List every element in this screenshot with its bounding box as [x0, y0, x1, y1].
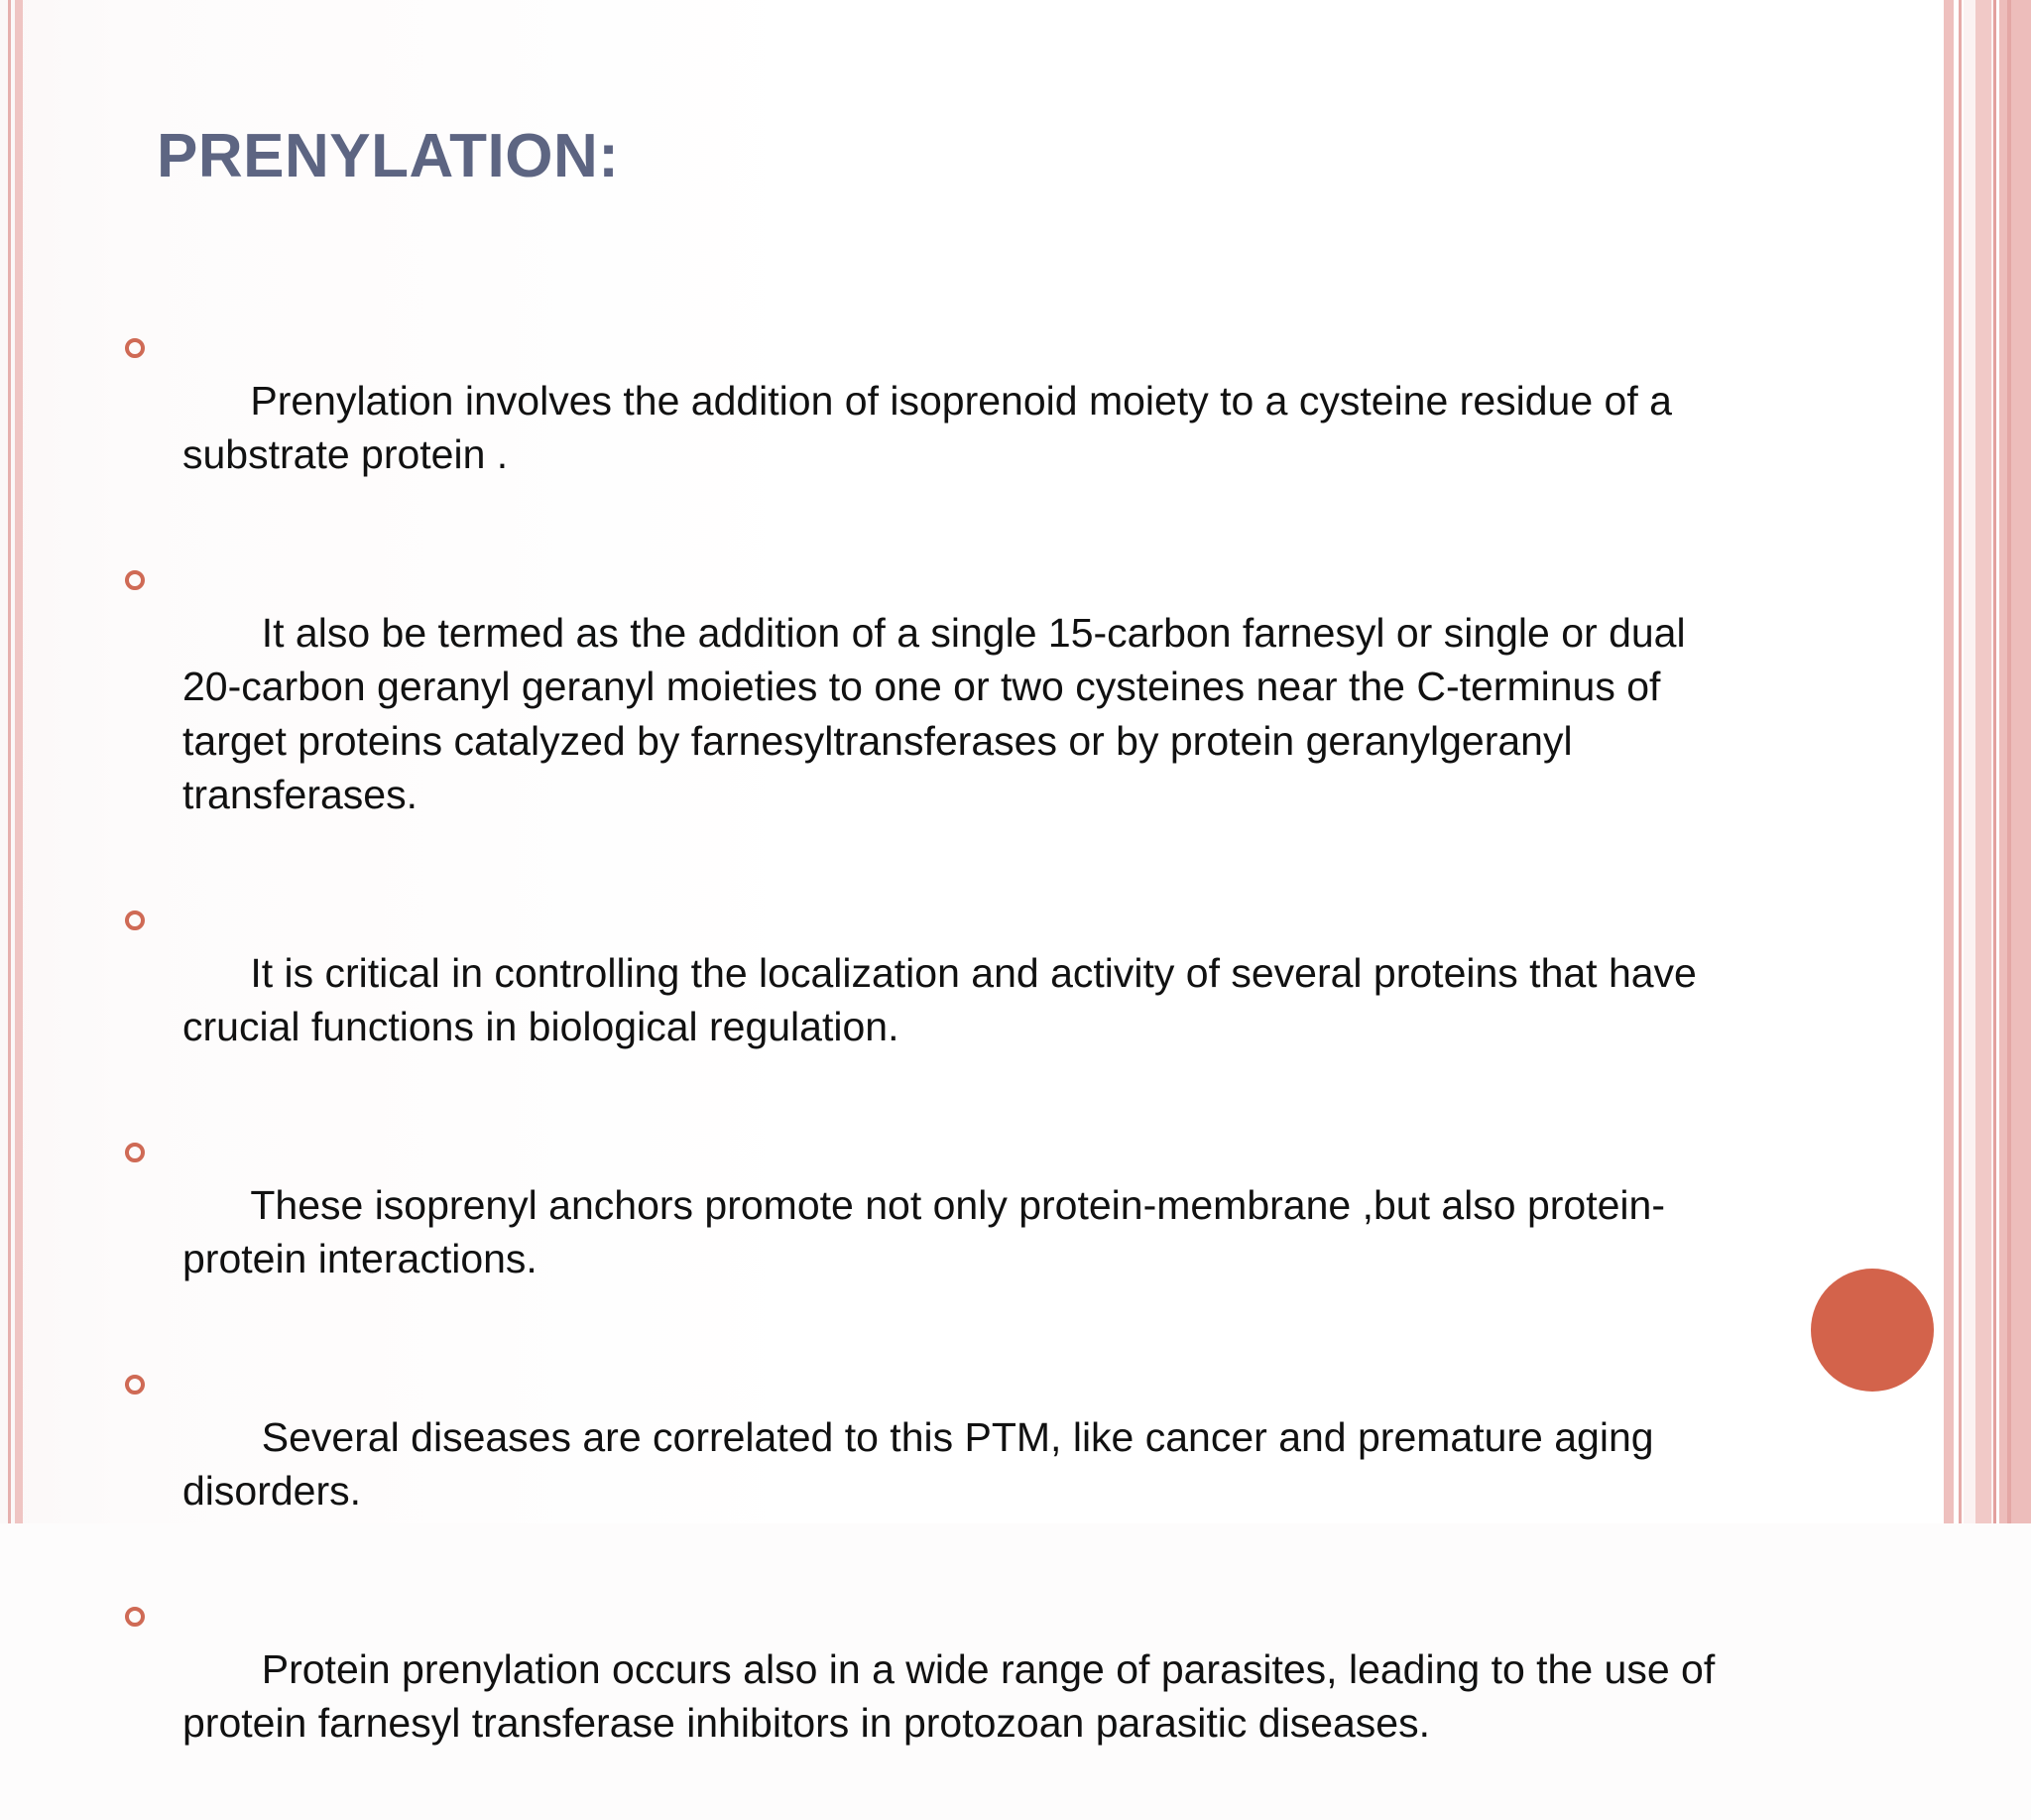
hollow-circle-bullet-icon	[125, 1375, 145, 1395]
bullet-item	[123, 319, 1749, 536]
right-border-stripe	[1975, 0, 1991, 1523]
right-border-stripe	[1944, 0, 1954, 1523]
bullet-text: It also be termed as the addition of a single 15-carbon farnesyl or single or dual 20-carbon geranyl geranyl moieties to one or two cysteines near the C-terminus of target proteins catalyzed by farnesyltransferases or by protein geranylgeranyl transferases.	[182, 609, 1697, 817]
bullet-item	[123, 1124, 1749, 1340]
decorative-circle-icon	[1811, 1269, 1934, 1392]
bullet-text: Several diseases are correlated to this PTM, like cancer and premature aging disorders.	[182, 1413, 1665, 1514]
bullet-item	[123, 1356, 1749, 1572]
left-border-stripe	[8, 0, 11, 1523]
hollow-circle-bullet-icon	[125, 1607, 145, 1627]
bullet-list	[123, 319, 1749, 1820]
right-border-stripe	[1959, 0, 1962, 1523]
bullet-text: It is critical in controlling the localization and activity of several proteins that have crucial functions in biological regulation.	[182, 949, 1709, 1049]
hollow-circle-bullet-icon	[125, 1143, 145, 1162]
hollow-circle-bullet-icon	[125, 338, 145, 358]
bullet-text: These isoprenyl anchors promote not only protein-membrane ,but also protein-protein interactions.	[182, 1181, 1665, 1281]
bullet-item	[123, 1588, 1749, 1804]
bullet-text: Prenylation involves the addition of isoprenoid moiety to a cysteine residue of a substrate protein .	[182, 377, 1684, 477]
slide-title: PRENYLATION:	[157, 122, 620, 190]
hollow-circle-bullet-icon	[125, 570, 145, 590]
right-border-stripe	[1993, 0, 1996, 1523]
right-border-stripe	[1999, 0, 2031, 1523]
hollow-circle-bullet-icon	[125, 910, 145, 930]
left-border-band	[15, 0, 23, 1523]
right-border-stripe	[2007, 0, 2011, 1523]
bullet-text: Protein prenylation occurs also in a wide range of parasites, leading to the use of protein farnesyl transferase inhibitors in protozoan parasitic diseases.	[182, 1645, 1727, 1746]
bullet-item	[123, 892, 1749, 1108]
bullet-item	[123, 551, 1749, 876]
